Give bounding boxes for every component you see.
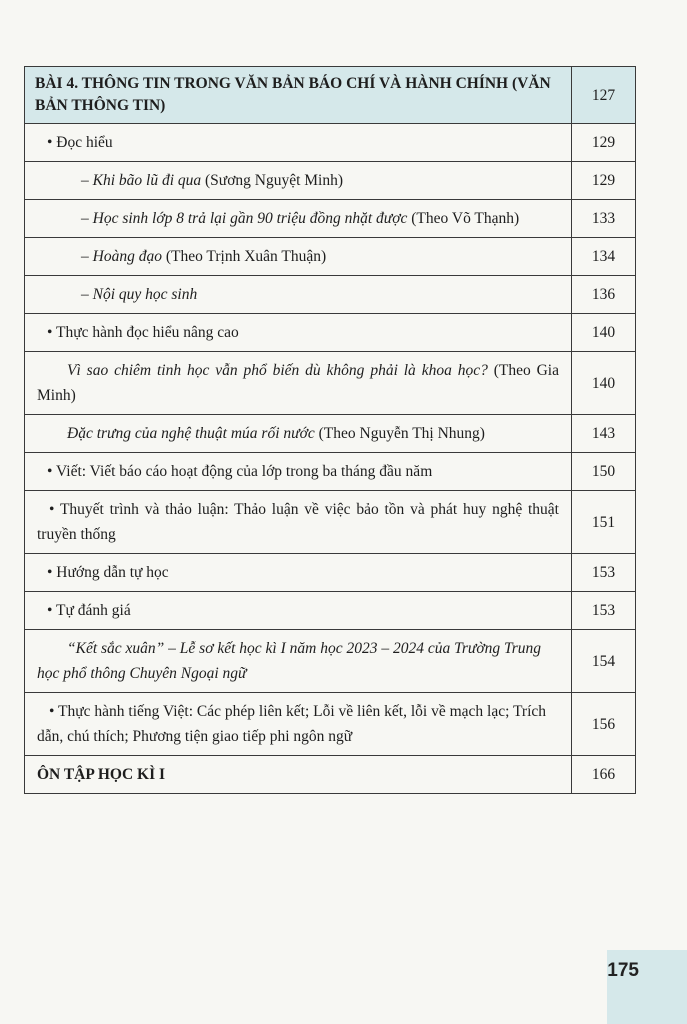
reading-title: – Nội quy học sinh bbox=[81, 286, 198, 303]
toc-row-reading-2 bbox=[25, 200, 636, 238]
page-ref: 127 bbox=[572, 67, 636, 124]
page-ref: 133 bbox=[572, 200, 636, 238]
section-label: • Hướng dẫn tự học bbox=[25, 554, 572, 592]
section-label: • Tự đánh giá bbox=[25, 592, 572, 630]
section-label: • Thuyết trình và thảo luận: Thảo luận về việc bảo tồn và phát huy nghệ thuật truyền thống bbox=[25, 491, 572, 554]
toc-row-ket-sac-xuan bbox=[25, 630, 636, 693]
reading-title: – Khi bão lũ đi qua bbox=[81, 172, 202, 189]
section-label: • Thực hành tiếng Việt: Các phép liên kết; Lỗi về liên kết, lỗi về mạch lạc; Trích dẫn, chú thích; Phương tiện giao tiếp phi ngôn ngữ bbox=[25, 693, 572, 756]
toc-row-thuc-hanh-doc bbox=[25, 314, 636, 352]
toc-row-tu-danh-gia bbox=[25, 592, 636, 630]
toc-row-reading-1 bbox=[25, 162, 636, 200]
toc-row-lesson-4 bbox=[25, 67, 636, 124]
section-label: • Đọc hiểu bbox=[25, 124, 572, 162]
toc-row-reading-3 bbox=[25, 238, 636, 276]
section-label: • Thực hành đọc hiểu nâng cao bbox=[25, 314, 572, 352]
toc-row-advanced-2 bbox=[25, 415, 636, 453]
reading-title: – Học sinh lớp 8 trả lại gần 90 triệu đồng nhặt được bbox=[81, 210, 408, 227]
reading-title: – Hoàng đạo bbox=[81, 248, 162, 265]
section-label: • Viết: Viết báo cáo hoạt động của lớp trong ba tháng đầu năm bbox=[25, 453, 572, 491]
page-ref: 151 bbox=[572, 491, 636, 554]
page-ref: 150 bbox=[572, 453, 636, 491]
toc-row-tu-hoc bbox=[25, 554, 636, 592]
reading-author: (Theo Nguyễn Thị Nhung) bbox=[314, 425, 485, 442]
page-number: 175 bbox=[607, 960, 639, 981]
page-ref: 154 bbox=[572, 630, 636, 693]
page-ref: 153 bbox=[572, 554, 636, 592]
page-ref: 129 bbox=[572, 162, 636, 200]
page-ref: 143 bbox=[572, 415, 636, 453]
toc-row-tieng-viet bbox=[25, 693, 636, 756]
reading-author: (Sương Nguyệt Minh) bbox=[201, 172, 344, 189]
page-ref: 140 bbox=[572, 314, 636, 352]
toc-row-on-tap bbox=[25, 756, 636, 794]
reading-author: (Theo Võ Thạnh) bbox=[407, 210, 520, 227]
reading-author: (Theo Trịnh Xuân Thuận) bbox=[161, 248, 327, 265]
page-ref: 156 bbox=[572, 693, 636, 756]
page-ref: 129 bbox=[572, 124, 636, 162]
table-of-contents bbox=[24, 66, 636, 794]
toc-row-reading-4 bbox=[25, 276, 636, 314]
page-ref: 140 bbox=[572, 352, 636, 415]
toc-row-advanced-1 bbox=[25, 352, 636, 415]
toc-row-viet bbox=[25, 453, 636, 491]
section-label: ÔN TẬP HỌC KÌ I bbox=[25, 756, 572, 794]
toc-row-doc-hieu bbox=[25, 124, 636, 162]
section-label: “Kết sắc xuân” – Lễ sơ kết học kì I năm học 2023 – 2024 của Trường Trung học phổ thông Chuyên Ngoại ngữ bbox=[25, 630, 572, 693]
page-ref: 153 bbox=[572, 592, 636, 630]
reading-author: (Theo Gia Minh) bbox=[37, 362, 559, 404]
lesson-title: BÀI 4. THÔNG TIN TRONG VĂN BẢN BÁO CHÍ VÀ HÀNH CHÍNH (VĂN BẢN THÔNG TIN) bbox=[25, 67, 572, 124]
toc-row-thuyet-trinh bbox=[25, 491, 636, 554]
reading-title: Đặc trưng của nghệ thuật múa rối nước bbox=[67, 425, 315, 442]
page-ref: 166 bbox=[572, 756, 636, 794]
page-ref: 136 bbox=[572, 276, 636, 314]
page-ref: 134 bbox=[572, 238, 636, 276]
reading-title: Vì sao chiêm tinh học vẫn phổ biến dù không phải là khoa học? bbox=[67, 362, 488, 379]
